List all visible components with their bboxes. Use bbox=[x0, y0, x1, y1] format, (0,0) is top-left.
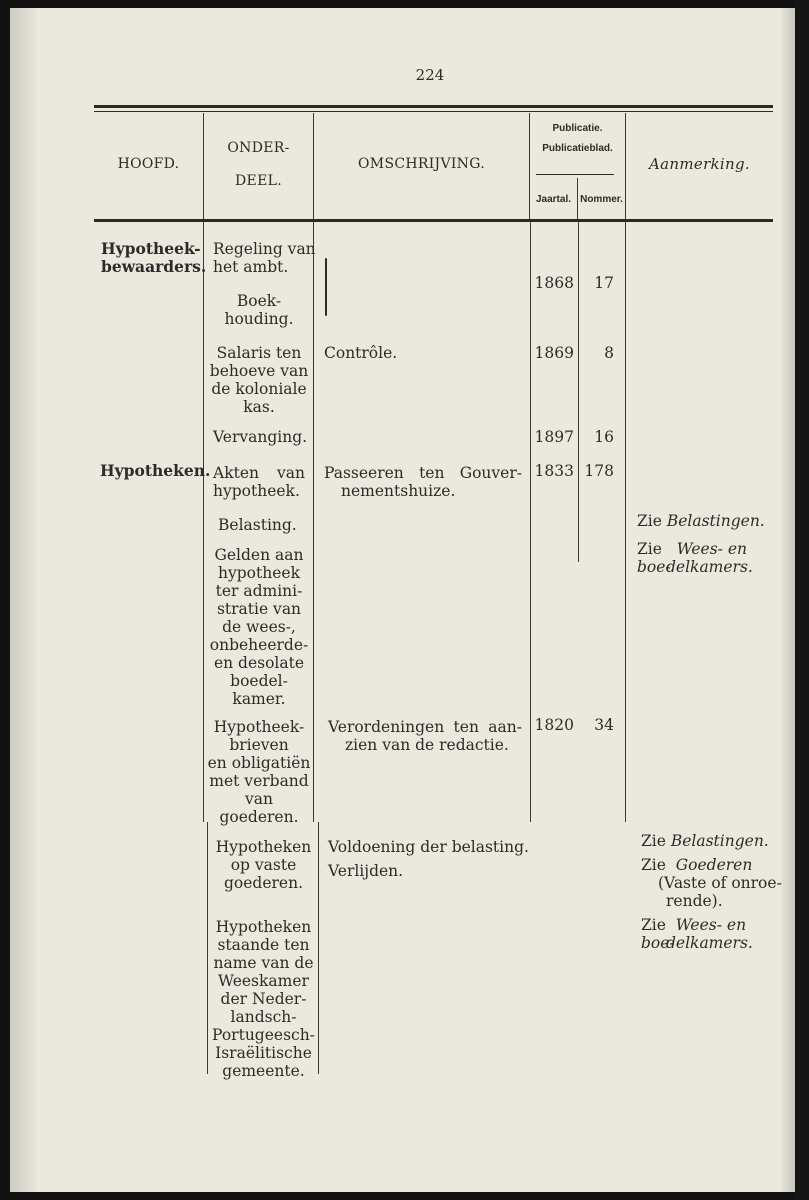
nommer-17: 17 bbox=[594, 274, 614, 292]
jaartal-1833: 1833 bbox=[534, 462, 574, 480]
onderdeel-hypotheekbrieven-line2: brieven bbox=[229, 736, 289, 754]
nommer-34: 34 bbox=[594, 716, 614, 734]
aanmerking-zie: Zie bbox=[641, 916, 666, 934]
onderdeel-gelden-line8: boedel- bbox=[230, 672, 288, 690]
hoofd-hypotheekbewaarders-line1: Hypotheek- bbox=[101, 239, 201, 258]
onderdeel-weeskamer-line7: Portugeesch- bbox=[212, 1026, 315, 1044]
onderdeel-regeling-line1: Regeling van bbox=[213, 240, 316, 258]
aanmerking-zie: Zie bbox=[637, 512, 662, 530]
hoofd-hypotheken: Hypotheken. bbox=[100, 461, 211, 480]
nommer-8: 8 bbox=[604, 344, 614, 362]
onderdeel-gelden-line9: kamer. bbox=[232, 690, 286, 708]
onderdeel-gelden-line1: Gelden aan bbox=[214, 546, 304, 564]
jaartal-1820: 1820 bbox=[534, 716, 574, 734]
header-publicatie: Publicatie. bbox=[552, 123, 603, 134]
header-bottom-rule bbox=[94, 219, 773, 222]
col-divider-jaartal bbox=[578, 222, 579, 562]
onderdeel-weeskamer-line5: der Neder- bbox=[220, 990, 307, 1008]
onderdeel-hypotheekbrieven-line4: met verband bbox=[209, 772, 309, 790]
aanmerking-goederen-line3: rende). bbox=[666, 892, 723, 910]
header-onderdeel-line1: ONDER- bbox=[227, 140, 290, 156]
col-divider-hoofd-upper bbox=[203, 222, 204, 822]
onderdeel-weeskamer-line8: Israëlitische bbox=[215, 1044, 312, 1062]
aanmerking-hypotheken-vaste-1 bbox=[641, 832, 769, 850]
aanmerking-ref-wees-line2: delkamers. bbox=[666, 558, 753, 576]
omschrijving-hypotheekbrieven-line2: zien van de redactie. bbox=[345, 736, 509, 754]
onderdeel-weeskamer-line6: landsch- bbox=[230, 1008, 297, 1026]
onderdeel-salaris-line1: Salaris ten bbox=[216, 344, 302, 362]
jaartal-1868: 1868 bbox=[534, 274, 574, 292]
page-number: 224 bbox=[415, 66, 445, 84]
onderdeel-gelden-line3: ter admini- bbox=[215, 582, 303, 600]
onderdeel-weeskamer-line9: gemeente. bbox=[222, 1062, 305, 1080]
aanmerking-ref-wees-line1: Wees- en boe- bbox=[641, 916, 747, 952]
header-top-rule-thick bbox=[94, 105, 773, 108]
onderdeel-hypotheken-vaste-line2: op vaste bbox=[230, 856, 297, 874]
omschrijving-verlijden: Verlijden. bbox=[328, 862, 404, 880]
onderdeel-gelden-line7: en desolate bbox=[213, 654, 305, 672]
onderdeel-gelden-line2: hypotheek bbox=[218, 564, 300, 582]
onderdeel-hypotheken-vaste-line3: goederen. bbox=[223, 874, 303, 892]
onderdeel-weeskamer-line2: staande ten bbox=[217, 936, 310, 954]
aanmerking-belasting bbox=[637, 512, 765, 530]
onderdeel-akten-line1: Akten van bbox=[213, 464, 305, 482]
onderdeel-akten-line2: hypotheek. bbox=[213, 482, 300, 500]
header-onderdeel-line2: DEEL. bbox=[235, 173, 282, 189]
onderdeel-weeskamer-line4: Weeskamer bbox=[218, 972, 309, 990]
page-left-edge bbox=[10, 8, 36, 1192]
header-publicatieblad: Publicatieblad. bbox=[542, 143, 613, 154]
jaartal-1897: 1897 bbox=[534, 428, 574, 446]
aanmerking-ref-belastingen: Belastingen. bbox=[666, 512, 765, 530]
onderdeel-boekhouding-line2: houding. bbox=[224, 310, 294, 328]
hoofd-hypotheekbewaarders-line2: bewaarders. bbox=[101, 257, 207, 276]
aanmerking-hypotheken-vaste-2 bbox=[641, 856, 752, 874]
omschrijving-controle: Contrôle. bbox=[324, 344, 398, 362]
page-right-edge bbox=[781, 8, 795, 1192]
onderdeel-gelden-line5: de wees-, bbox=[222, 618, 296, 636]
aanmerking-goederen-line2: (Vaste of onroe- bbox=[658, 874, 782, 892]
header-hoofd: HOOFD. bbox=[117, 156, 180, 172]
onderdeel-gelden-line6: onbeheerde- bbox=[209, 636, 309, 654]
aanmerking-zie: Zie bbox=[641, 832, 666, 850]
omschrijving-akten-line2: nementshuize. bbox=[341, 482, 456, 500]
header-aanmerking: Aanmerking. bbox=[649, 155, 750, 173]
onderdeel-weeskamer-line3: name van de bbox=[213, 954, 314, 972]
aanmerking-zie: Zie bbox=[637, 540, 662, 558]
aanmerking-ref-goederen: Goederen bbox=[675, 856, 753, 874]
onderdeel-weeskamer-line1: Hypotheken bbox=[215, 918, 312, 936]
onderdeel-hypotheekbrieven-line6: goederen. bbox=[219, 808, 299, 826]
header-omschrijving: OMSCHRIJVING. bbox=[358, 156, 485, 172]
onderdeel-hypotheekbrieven-line1: Hypotheek- bbox=[213, 718, 305, 736]
col-divider-onderdeel-lower bbox=[318, 822, 319, 1074]
header-jaartal: Jaartal. bbox=[535, 194, 572, 205]
onderdeel-regeling-line2: het ambt. bbox=[213, 258, 289, 276]
onderdeel-salaris-line4: kas. bbox=[243, 398, 275, 416]
onderdeel-belasting: Belasting. bbox=[218, 516, 297, 534]
aanmerking-zie: Zie bbox=[641, 856, 666, 874]
onderdeel-hypotheken-vaste-line1: Hypotheken bbox=[215, 838, 312, 856]
nommer-16: 16 bbox=[594, 428, 614, 446]
header-nommer: Nommer. bbox=[580, 194, 623, 205]
aanmerking-ref-belastingen: Belastingen. bbox=[670, 832, 769, 850]
book-spine bbox=[795, 0, 809, 1200]
aanmerking-ref-wees-line2: delkamers. bbox=[666, 934, 753, 952]
onderdeel-gelden-line4: stratie van bbox=[216, 600, 302, 618]
onderdeel-salaris-line3: de koloniale bbox=[211, 380, 307, 398]
onderdeel-hypotheekbrieven-line3: en obligatiën bbox=[207, 754, 311, 772]
onderdeel-hypotheekbrieven-line5: van bbox=[245, 790, 273, 808]
nommer-178: 178 bbox=[584, 462, 614, 480]
brace-mark bbox=[325, 258, 327, 316]
onderdeel-vervanging: Vervanging. bbox=[213, 428, 308, 446]
onderdeel-boekhouding-line1: Boek- bbox=[236, 292, 282, 310]
col-divider-onderdeel-upper bbox=[313, 222, 314, 822]
omschrijving-hypotheekbrieven-line1: Verordeningen ten aan- bbox=[328, 718, 522, 736]
page bbox=[10, 8, 793, 1192]
jaartal-1869: 1869 bbox=[534, 344, 574, 362]
col-divider-nommer bbox=[625, 222, 626, 822]
header-top-rule-thin bbox=[94, 111, 773, 112]
omschrijving-voldoening: Voldoening der belasting. bbox=[328, 838, 529, 856]
omschrijving-akten-line1: Passeeren ten Gouver- bbox=[324, 464, 522, 482]
aanmerking-ref-wees-line1: Wees- en boe- bbox=[637, 540, 747, 576]
col-divider-hoofd-lower bbox=[207, 822, 208, 1074]
publicatieblad-rule bbox=[536, 174, 614, 175]
onderdeel-salaris-line2: behoeve van bbox=[209, 362, 309, 380]
